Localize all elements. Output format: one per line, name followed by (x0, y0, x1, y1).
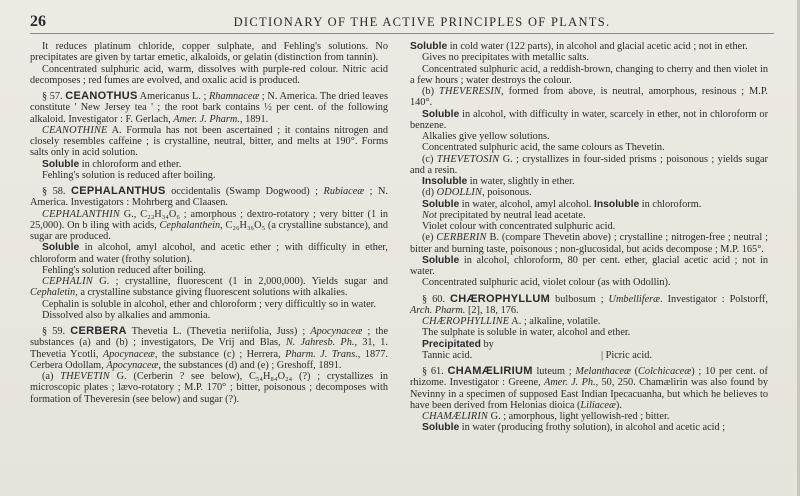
paragraph: Not precipitated by neutral lead acetate. (422, 209, 586, 221)
page-number: 26 (30, 13, 46, 30)
entry-odollin: (d) ODOLLIN, poisonous. (422, 187, 532, 199)
entry-cephalanthin: CEPHALANTHIN G., C₂₂H₃₄O₆ ; amorphous ; dextro-rotatory ; very bitter (1 in 25,000). On b iling with acids, Cephalanthein, C₂₆H₃₆O₅ (a crystalline substance), and sugar are produced. (30, 208, 388, 242)
solubility-line: Soluble in water, alcohol, amyl alcohol. Insoluble in chloroform. (422, 198, 702, 210)
solubility-line: Insoluble in water, slightly in ether. (422, 176, 575, 187)
paragraph: Concentrated sulphuric acid, a reddish-brown, changing to cherry and then violet in a few hours ; water destroys the colour. (410, 63, 768, 86)
header-rule (30, 33, 774, 34)
genus-heading: CHAMÆLIRIUM (447, 365, 533, 377)
section-60: § 60. CHÆROPHYLLUM bulbosum ; Umbelliferæ. Investigator : Polstorff, Arch. Pharm. [2], 18, 176. (410, 292, 768, 316)
precipitated-line: Precipitated by (422, 338, 494, 350)
solubility-line: Soluble in chloroform and ether. (42, 158, 182, 170)
left-column (30, 41, 388, 405)
paragraph: Violet colour with concentrated sulphuric acid. (422, 221, 616, 232)
entry-thevetin: (a) THEVETIN G. (Cerberin ? see below), C₅₄H₈₄O₂₄ (?) ; crystallizes in microscopic plates ; lævo-rotatory ; M.P. 170° ; bitter, poisonous ; decomposes with formation of Theveresin (see below) and sugar (?). (30, 371, 388, 405)
genus-heading: CERBERA (70, 325, 127, 337)
solubility-line: Soluble in alcohol, amyl alcohol, and acetic ether ; with difficulty in ether, chloroform and water (frothy solution). (30, 242, 388, 265)
solubility-line: Soluble in water (producing frothy solution), in alcohol and acetic acid ; (422, 422, 726, 434)
section-58: § 58. CEPHALANTHUS occidentalis (Swamp Dogwood) ; Rubiaceæ ; N. America. Investigators : Mohrberg and Claasen. (30, 185, 388, 209)
solubility-line: Soluble in alcohol, with difficulty in water, scarcely in ether, not in chloroform or benzene. (410, 108, 768, 131)
section-59: § 59. CERBERA Thevetia L. (Thevetia neriifolia, Juss) ; Apocynaceæ ; the substances (a) and (b) ; investigators, De Vrij and Blas, N. Jahresb. Ph., 31, 1. Thevetia Ycotli, Apocynaceæ, the substance (c) ; Herrera, Pharm. J. Trans., 1877. Cerbera Odollam, Apocynaceæ, the substances (d) and (e) ; Greshoff, 1891. (30, 325, 389, 371)
running-head: DICTIONARY OF THE ACTIVE PRINCIPLES OF PLANTS. (233, 15, 611, 29)
section-57: § 57. CEANOTHUS Americanus L. ; Rhamnaceæ ; N. America. The dried leaves constitute ' New Jersey tea ' ; the root bark contains ½ per cent. of the following alkaloid. Investigator : F. Gerlach, Amer. J. Pharm., 1891. (30, 90, 388, 125)
right-column (410, 41, 768, 434)
precipitant-list: Tannic acid. | Picric acid. (422, 349, 652, 361)
solubility-line: Soluble in cold water (122 parts), in alcohol and glacial acetic acid ; not in ether. (410, 41, 748, 52)
entry-chamaelirin: CHAMÆLIRIN G. ; amorphous, light yellowish-red ; bitter. (422, 411, 670, 422)
entry-theveresin: (b) THEVERESIN, formed from above, is neutral, amorphous, resinous ; M.P. 140°. (410, 86, 768, 109)
genus-heading: CEANOTHUS (65, 90, 138, 102)
entry-cerberin: (e) CERBERIN B. (compare Thevetin above) ; crystalline ; nitrogen-free ; neutral ; bitter and burning taste, poisonous ; non-glucosidal, but acids decompose ; M.P. 165°. (410, 232, 768, 255)
paragraph: Alkalies give yellow solutions. (422, 131, 550, 142)
entry-cephalin: CEPHALIN G. ; crystalline, fluorescent (1 in 2,000,000). Yields sugar and Cephaletin, a crystalline substance giving fluorescent solutions with alkalies. (30, 276, 388, 299)
paragraph: It reduces platinum chloride, copper sulphate, and Fehling's solutions. No precipitates are given by tartar emetic, alkaloids, or gelatin (distinction from tannin). (30, 41, 388, 64)
paragraph: Fehling's solution is reduced after boiling. (42, 169, 216, 181)
entry-chaerophylline: CHÆROPHYLLINE A. ; alkaline, volatile. (422, 316, 601, 327)
paragraph: Fehling's solution reduced after boiling. (42, 264, 207, 276)
paragraph: Concentrated sulphuric acid, warm, dissolves with purple-red colour. Nitric acid decomposes ; red fumes are evolved, and oxalic acid is produced. (30, 63, 388, 86)
genus-heading: CEPHALANTHUS (71, 185, 166, 197)
page-header (30, 13, 774, 33)
entry-ceanothine: CEANOTHINE A. Formula has not been ascertained ; it contains nitrogen and closely resembles caffeine ; is crystalline, neutral, bitter, and melts at 190°. Forms salts only in acid solution. (30, 124, 388, 159)
paragraph: Gives no precipitates with metallic salts. (422, 52, 589, 64)
paragraph: Dissolved also by alkalies and ammonia. (42, 309, 211, 321)
genus-heading: CHÆROPHYLLUM (449, 292, 551, 305)
paragraph: Cephalin is soluble in alcohol, ether and chloroform ; very difficultly so in water. (42, 298, 377, 310)
solubility-line: Soluble in alcohol, chloroform, 80 per cent. ether, glacial acetic acid ; not in water. (410, 254, 768, 277)
entry-thevetosin: (c) THEVETOSIN G. ; crystallizes in four-sided prisms ; poisonous ; yields sugar and a resin. (410, 153, 768, 176)
paragraph: The sulphate is soluble in water, alcohol and ether. (422, 327, 631, 339)
paragraph: Concentrated sulphuric acid, the same colours as Thevetin. (422, 142, 665, 154)
paragraph: Concentrated sulphuric acid, violet colour (as with Odollin). (422, 277, 671, 289)
section-61: § 61. CHAMÆLIRIUM luteum ; Melanthaceæ (Colchicaceæ) ; 10 per cent. of rhizome. Investigator : Greene, Amer. J. Ph., 50, 250. Chamælirin was also found by Nevinny in a specimen of supposed East Indian Ipecacuanha, but which he believes to have been derived from Helonias dioica (Liliaceæ). (410, 365, 769, 411)
